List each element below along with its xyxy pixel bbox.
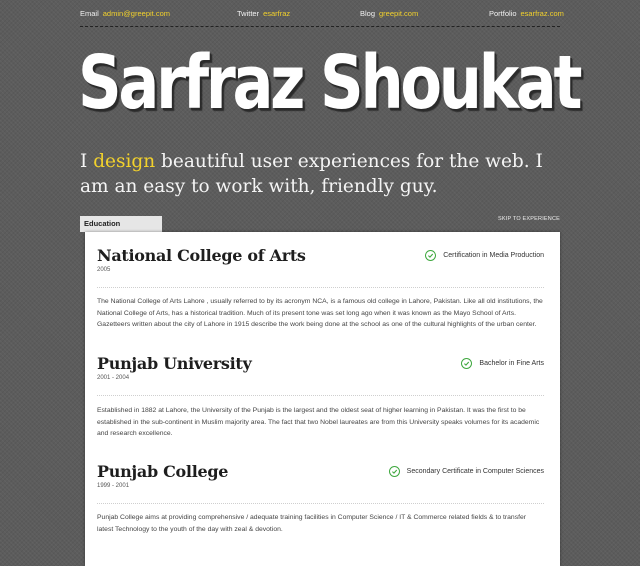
header-divider <box>80 26 560 27</box>
school-years: 2005 <box>97 267 111 273</box>
skip-to-experience-link[interactable]: SKIP TO EXPERIENCE <box>498 216 560 222</box>
school-years: 2001 - 2004 <box>97 375 130 381</box>
entry-divider <box>97 503 544 504</box>
school-name: Punjab College <box>97 462 229 481</box>
blog-link[interactable]: greepit.com <box>379 9 419 18</box>
check-circle-icon <box>389 466 400 477</box>
certificate <box>425 250 544 261</box>
certificate-label: Bachelor in Fine Arts <box>479 360 544 367</box>
school-description: Established in 1882 at Lahore, the University of the Punjab is the largest and the oldest seat of higher learning in Pakistan. It was the first to be established in the sub-continent in Muslim majority area. The fact that two Nobel laureates are from this University speaks volumes for its academic and research excellence. <box>97 407 540 437</box>
school-description: Punjab College aims at providing comprehensive / adequate training facilities in Computer Science / IT & Commerce related fields & to transfer latest Technology to the youth of the day with zeal & devotion. <box>97 514 527 533</box>
contact-portfolio <box>489 9 564 18</box>
email-label: Email <box>80 9 99 18</box>
email-link[interactable]: admin@greepit.com <box>102 9 170 18</box>
tab-education[interactable]: Education <box>80 216 162 232</box>
twitter-link[interactable]: esarfraz <box>263 9 291 18</box>
contact-bar <box>80 9 564 27</box>
school-years: 1999 - 2001 <box>97 483 130 489</box>
check-circle-icon <box>425 250 436 261</box>
contact-email <box>80 9 170 18</box>
certificate-label: Certification in Media Production <box>443 252 544 259</box>
tagline <box>80 149 560 199</box>
blog-label: Blog <box>360 9 376 18</box>
school-name: Punjab University <box>97 354 252 373</box>
certificate <box>389 466 544 477</box>
contact-twitter <box>237 9 290 18</box>
portfolio-link[interactable]: esarfraz.com <box>520 9 564 18</box>
certificate-label: Secondary Certificate in Computer Sciences <box>406 468 544 475</box>
tagline-pre: I <box>80 151 94 172</box>
school-name: National College of Arts <box>97 246 306 265</box>
entry-divider <box>97 287 544 288</box>
school-description: The National College of Arts Lahore , usually referred to by its acronym NCA, is a famous old college in Lahore, Pakistan. Like all old institutions, the National College of Arts, has a historical tradition. Much of its present tone was set long ago when it was known as the Mayo School of Arts. Gazetteers written about the city of Lahore in 1915 describe the work being done at the school as one of the cultural highlights of the urban center. <box>97 298 543 328</box>
certificate <box>461 358 544 369</box>
twitter-label: Twitter <box>237 9 260 18</box>
entry-divider <box>97 395 544 396</box>
page-title: Sarfraz Shoukat <box>78 40 580 126</box>
check-circle-icon <box>461 358 472 369</box>
portfolio-label: Portfolio <box>489 9 517 18</box>
tagline-highlight: design <box>93 151 156 172</box>
tagline-post: beautiful user experiences for the web. I am an easy to work with, friendly guy. <box>80 151 543 197</box>
education-panel <box>85 232 560 566</box>
contact-blog <box>360 9 418 18</box>
